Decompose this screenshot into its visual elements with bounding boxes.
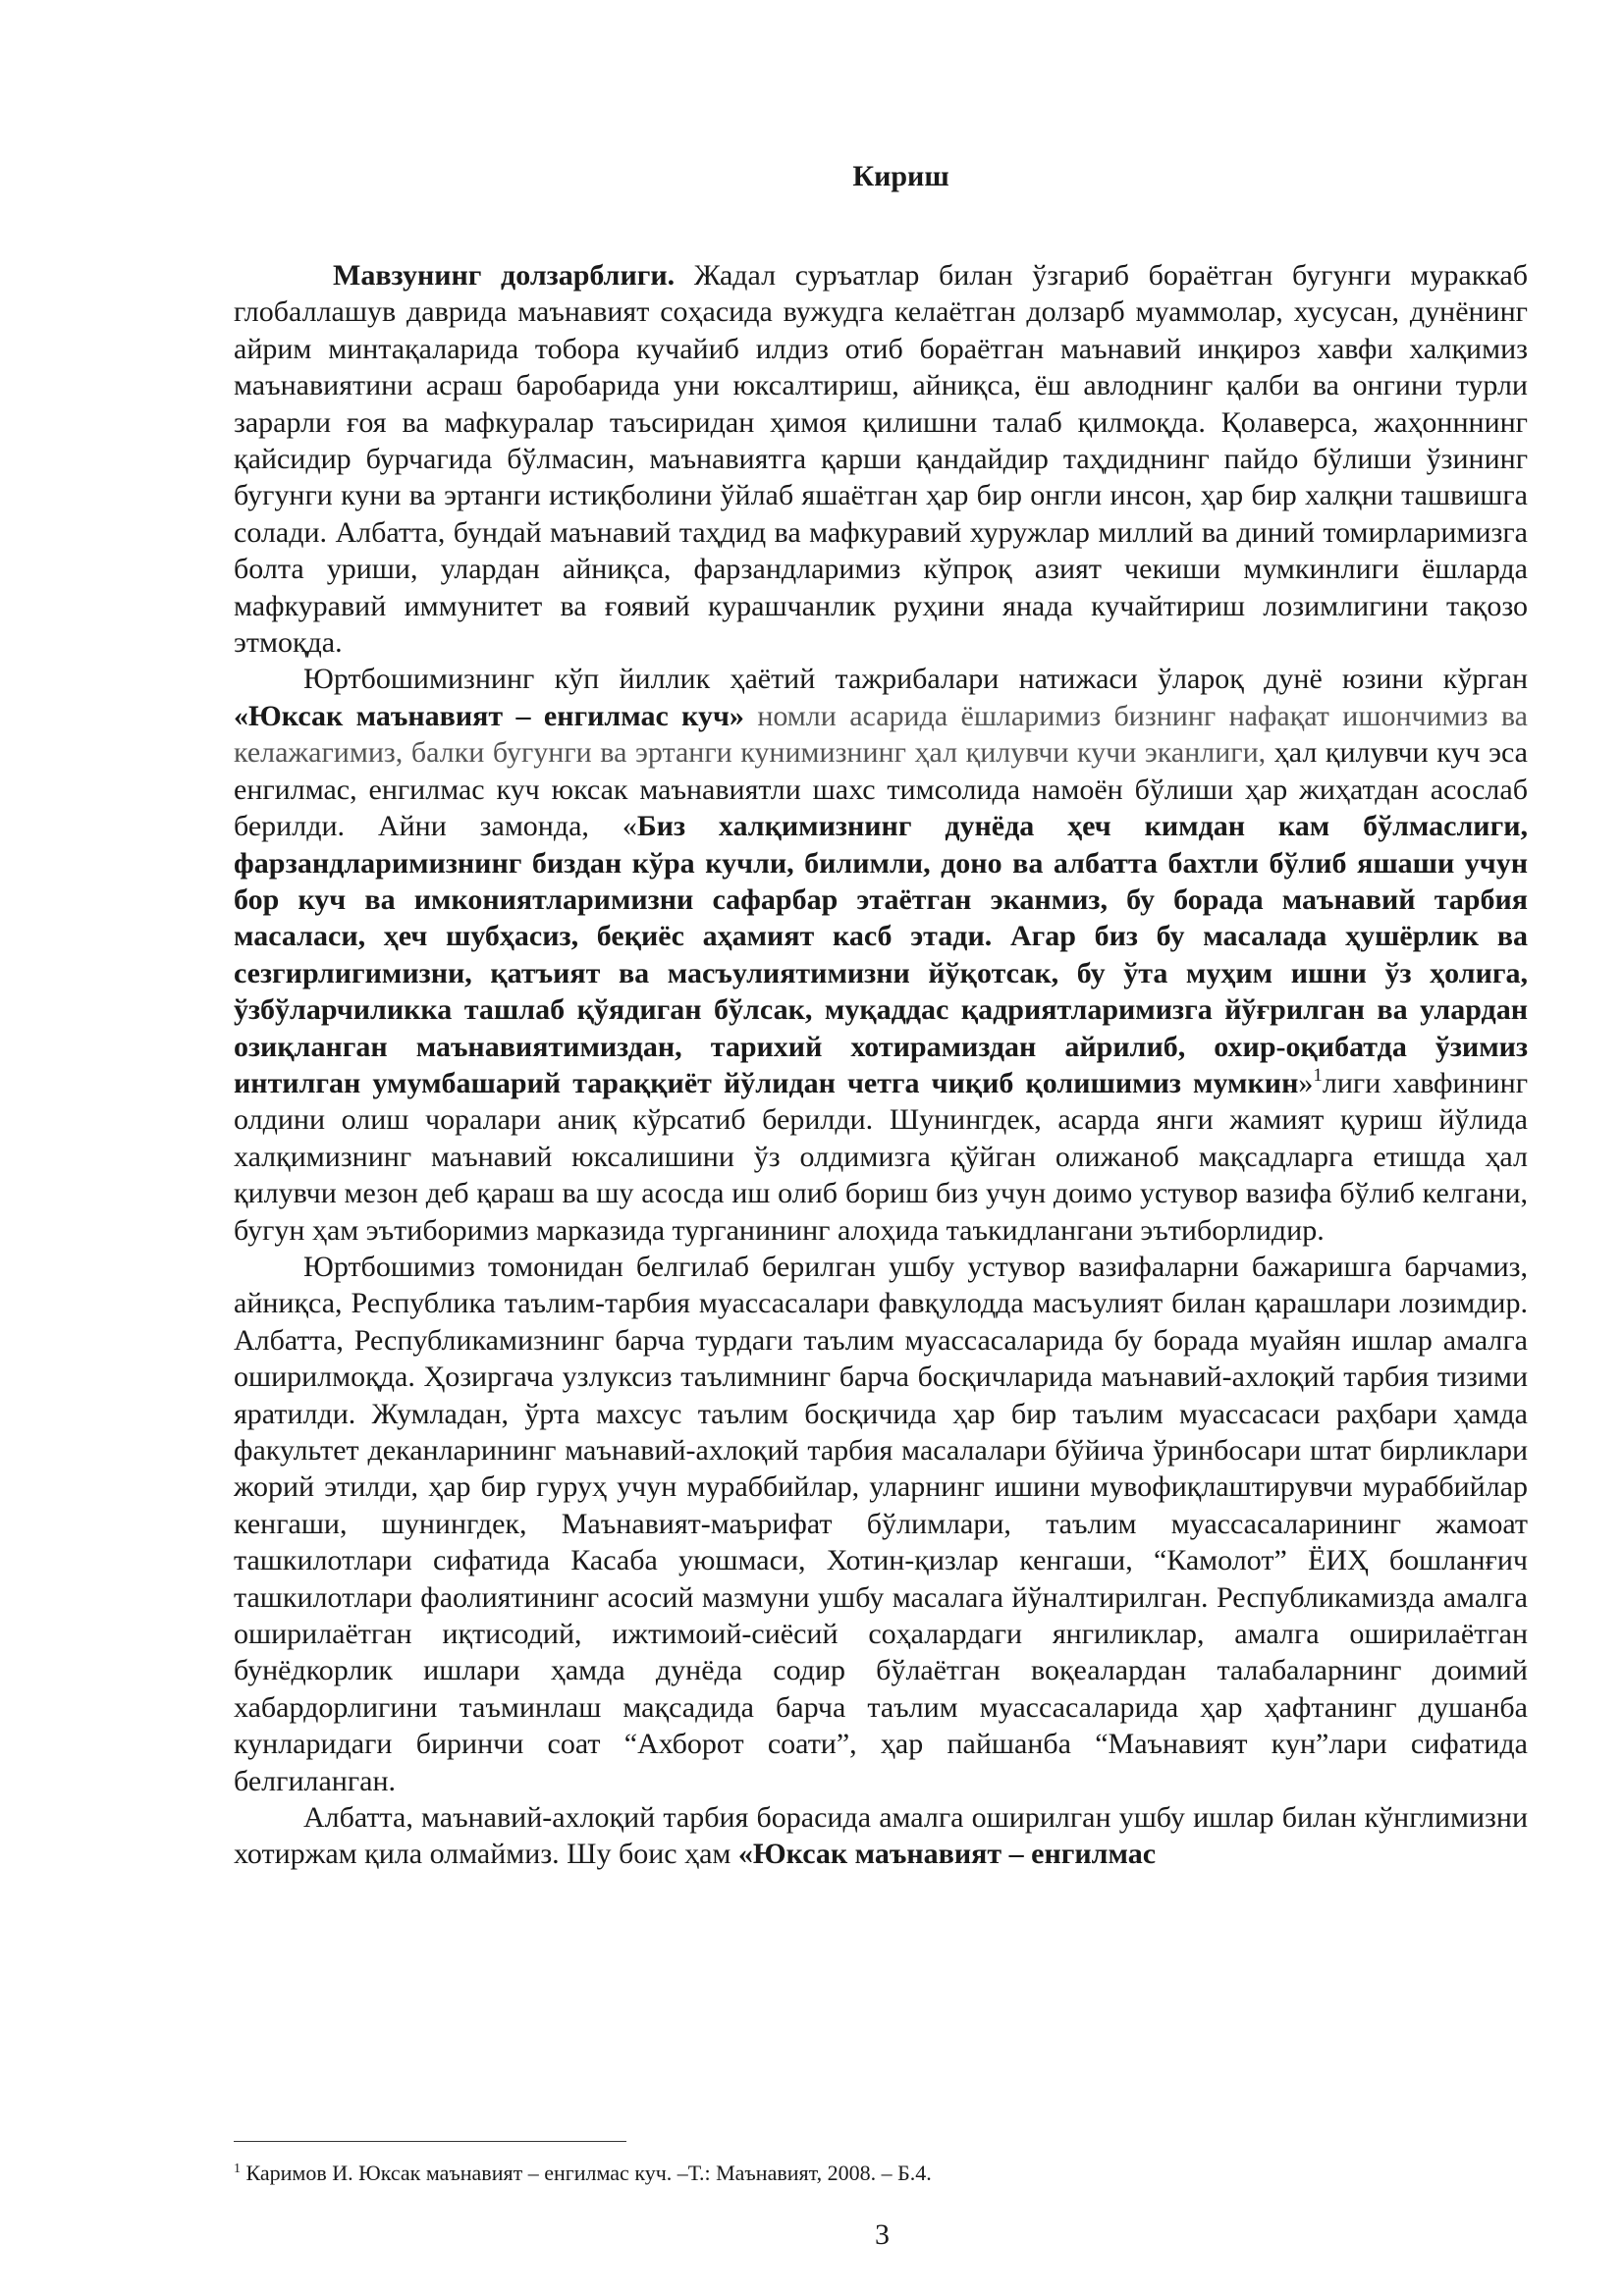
paragraph-continuation <box>234 1799 1528 1873</box>
footnote <box>234 2160 1528 2187</box>
paragraph-text: ҳал қилувчи куч эса енгилмас, енгилмас куч юксак маънавиятли шахс тимсолида намоён бўлиши ҳар жиҳатдан асослаб берилди. Айни замонда, « <box>234 736 1528 843</box>
page-number: 3 <box>875 2218 890 2251</box>
footnote-mark: 1 <box>234 2162 241 2176</box>
footnote-text: Каримов И. Юксак маънавият – енгилмас куч. –Т.: Маънавият, 2008. – Б.4. <box>241 2161 932 2185</box>
footnote-separator <box>234 2141 626 2142</box>
paragraph-text: Юртбошимизнинг кўп йиллик ҳаётий тажрибалари натижаси ўлароқ дунё юзини кўрган <box>303 663 1528 696</box>
paragraph-relevance <box>234 257 1528 661</box>
book-title: «Юксак маънавият – енгилмас <box>737 1838 1157 1871</box>
paragraph-text: Жадал суръатлар билан ўзгариб бораётган бугунги мураккаб глобаллашув даврида маънавият соҳасида вужудга келаётган долзарб муаммолар, хусусан, дунёнинг айрим минтақаларида тобора кучайиб илдиз отиб бораётган маънавий инқироз хавфи халқимиз маънавиятини асраш баробарида уни юксалтириш, айниқса, ёш авлоднинг қалби ва онгини турли зарарли ғоя ва мафкуралар таъсиридан ҳимоя қилишни талаб қилмоқда. Қолаверса, жаҳонннинг қайсидир бурчагида бўлмасин, маънавиятга қарши қандайдир таҳдиднинг пайдо бўлиши ўзининг бугунги куни ва эртанги истиқболини ўйлаб яшаётган ҳар бир онгли инсон, ҳар бир халқни ташвишга солади. Албатта, бундай маънавий таҳдид ва мафкуравий хуружлар миллий ва диний томирларимизга болта уриши, улардан айниқса, фарзандларимиз кўпроқ азият чекиши мумкинлиги ёшларда мафкуравий иммунитет ва ғоявий курашчанлик руҳини янада кучайтириш лозимлигини тақозо этмоқда. <box>234 259 1528 660</box>
page-title: Кириш <box>852 160 949 192</box>
paragraph-lead: Мавзунинг долзарблиги. <box>333 259 676 292</box>
paragraph-text: номли асарида ёшларимиз бизнинг нафақат ишончимиз ва келажагимиз, балки бугунги ва эртанги кунимизнинг ҳал қилувчи кучи эканлиги, <box>234 699 1529 770</box>
body-text <box>234 257 1528 1873</box>
quotation: Биз халқимизнинг дунёда ҳеч кимдан кам бўлмаслиги, фарзандларимизнинг биздан кўра кучли, билимли, доно ва албатта бахтли бўлиб яшаши учун бор куч ва имкониятларимизни сафарбар этаётган эканмиз, бу борада маънавий тарбия масаласи, ҳеч шубҳасиз, беқиёс аҳамият касб этади. Агар биз бу масалада ҳушёрлик ва сезгирлигимизни, қатъият ва масъулиятимизни йўқотсак, бу ўта муҳим ишни ўз ҳолига, ўзбўларчиликка ташлаб қўядиган бўлсак, муқаддас қадриятларимизга йўғрилган ва улардан озиқланган маънавиятимиздан, тарихий хотирамиздан айрилиб, охир-оқибатда ўзимиз интилган умумбашарий тараққиёт йўлидан четга чиқиб қолишимиз мумкин <box>234 810 1528 1099</box>
paragraph-text: Албатта, маънавий-ахлоқий тарбия борасида амалга оширилган ушбу ишлар билан кўнглимизни хотиржам қила олмаймиз. Шу боис ҳам <box>234 1801 1528 1871</box>
paragraph-education-institutions: Юртбошимиз томонидан белгилаб берилган ушбу устувор вазифаларни бажаришга барчамиз, айниқса, Республика таълим-тарбия муассасалари фавқулодда масъулият билан қарашлари лозимдир. Албатта, Республикамизнинг барча турдаги таълим муассасаларида бу борада муайян ишлар амалга оширилмоқда. Ҳозиргача узлуксиз таълимнинг барча босқичларида маънавий-ахлоқий тарбия тизими яратилди. Жумладан, ўрта махсус таълим босқичида ҳар бир таълим муассасаси раҳбари ҳамда факультет деканларининг маънавий-ахлоқий тарбия масалалари бўйича ўринбосари штат бирликлари жорий этилди, ҳар бир гуруҳ учун мураббийлар, уларнинг ишини мувофиқлаштирувчи мураббийлар кенгаши, шунингдек, Маънавият-маърифат бўлимлари, таълим муассасаларининг жамоат ташкилотлари сифатида Касаба уюшмаси, Хотин-қизлар кенгаши, “Камолот” ЁИҲ бошланғич ташкилотлари фаолиятининг асосий мазмуни ушбу масалага йўналтирилган. Республикамизда амалга оширилаётган иқтисодий, ижтимоий-сиёсий соҳалардаги янгиликлар, амалга оширилаётган бунёдкорлик ишлари ҳамда дунёда содир бўлаётган воқеалардан талабаларнинг доимий хабардорлигини таъминлаш мақсадида барча таълим муассасаларида ҳар ҳафтанинг душанба кунларидаги биринчи соат “Ахборот соати”, ҳар пайшанба “Маънавият кун”лари сифатида белгиланган. <box>234 1250 1528 1797</box>
paragraph-book-reference <box>234 661 1528 1249</box>
quote-close: » <box>1298 1066 1314 1099</box>
footnote-reference[interactable]: 1 <box>1313 1064 1323 1086</box>
book-title: «Юксак маънавият – енгилмас куч» <box>234 699 744 732</box>
paragraph-text: лиги хавфининг олдини олиш чоралари аниқ кўрсатиб берилди. Шунингдек, асарда янги жамият қуриш йўлида халқимизнинг маънавий юксалишини ўз олдимизга қўйган олижаноб мақсадларга етишда ҳал қилувчи мезон деб қараш ва шу асосда иш олиб бориш биз учун доимо устувор вазифа бўлиб келгани, бугун ҳам эътиборимиз марказида турганининг алоҳида таъкидлангани эътиборлидир. <box>234 1066 1528 1247</box>
